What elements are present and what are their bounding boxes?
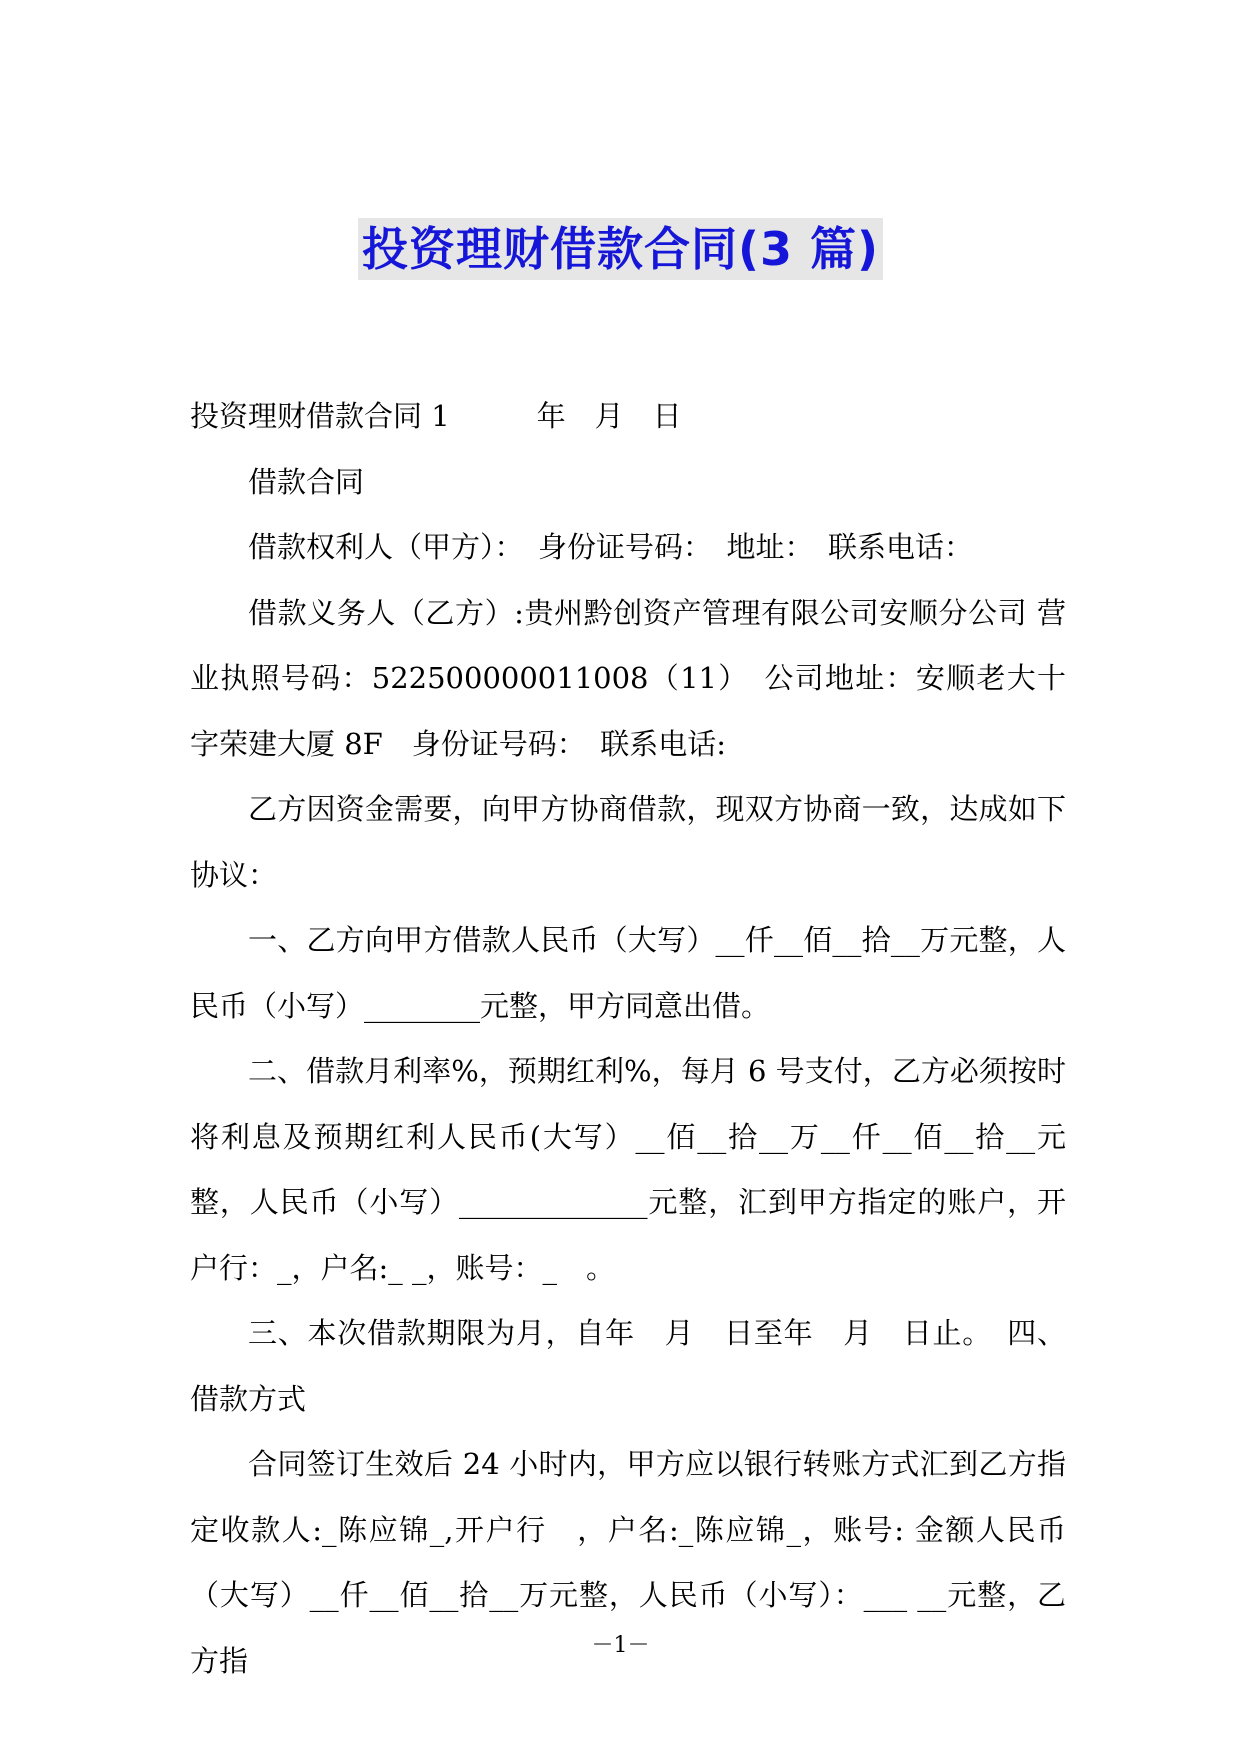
paragraph-clause-1: 一、乙方向甲方借款人民币（大写）__仟__佰__拾__万元整，人民币（小写）________元整，甲方同意出借。 — [190, 923, 1066, 1023]
paragraph-party-b: 借款义务人（乙方）:贵州黔创资产管理有限公司安顺分公司 营业执照号码：522500000011008（11） 公司地址：安顺老大十字荣建大厦 8F 身份证号码： 联系电话: — [190, 595, 1066, 761]
paragraph-clause-3: 三、本次借款期限为月，自年 月 日至年 月 日止。 四、借款方式 — [190, 1316, 1066, 1416]
paragraph-clause-4: 合同签订生效后 24 小时内，甲方应以银行转账方式汇到乙方指定收款人:_陈应锦_,开户行 ，户名:_陈应锦_，账号: 金额人民币（大写）__仟__佰__拾__万元整，人民币（小写）：___ __元整，乙方指 — [190, 1447, 1066, 1678]
paragraph-clause-2: 二、借款月利率%，预期红利%，每月 6 号支付，乙方必须按时将利息及预期红利人民币(大写）__佰__拾__万__仟__佰__拾__元整，人民币（小写）_____________元整，汇到甲方指定的账户，开户行：_，户名:_ _，账号：_ 。 — [190, 1054, 1066, 1285]
paragraph-purpose: 乙方因资金需要，向甲方协商借款，现双方协商一致，达成如下协议： — [190, 792, 1066, 892]
page-number: －1－ — [591, 1633, 650, 1658]
document-title: 投资理财借款合同(3 篇) — [358, 218, 883, 280]
paragraph-party-a: 借款权利人（甲方）： 身份证号码： 地址： 联系电话： — [248, 530, 974, 564]
paragraph-contract-name: 借款合同 — [248, 464, 365, 499]
title-wrap — [0, 218, 1241, 280]
paragraph-heading-line: 投资理财借款合同 1 年 月 日 — [190, 399, 682, 433]
document-body — [190, 384, 1066, 1694]
